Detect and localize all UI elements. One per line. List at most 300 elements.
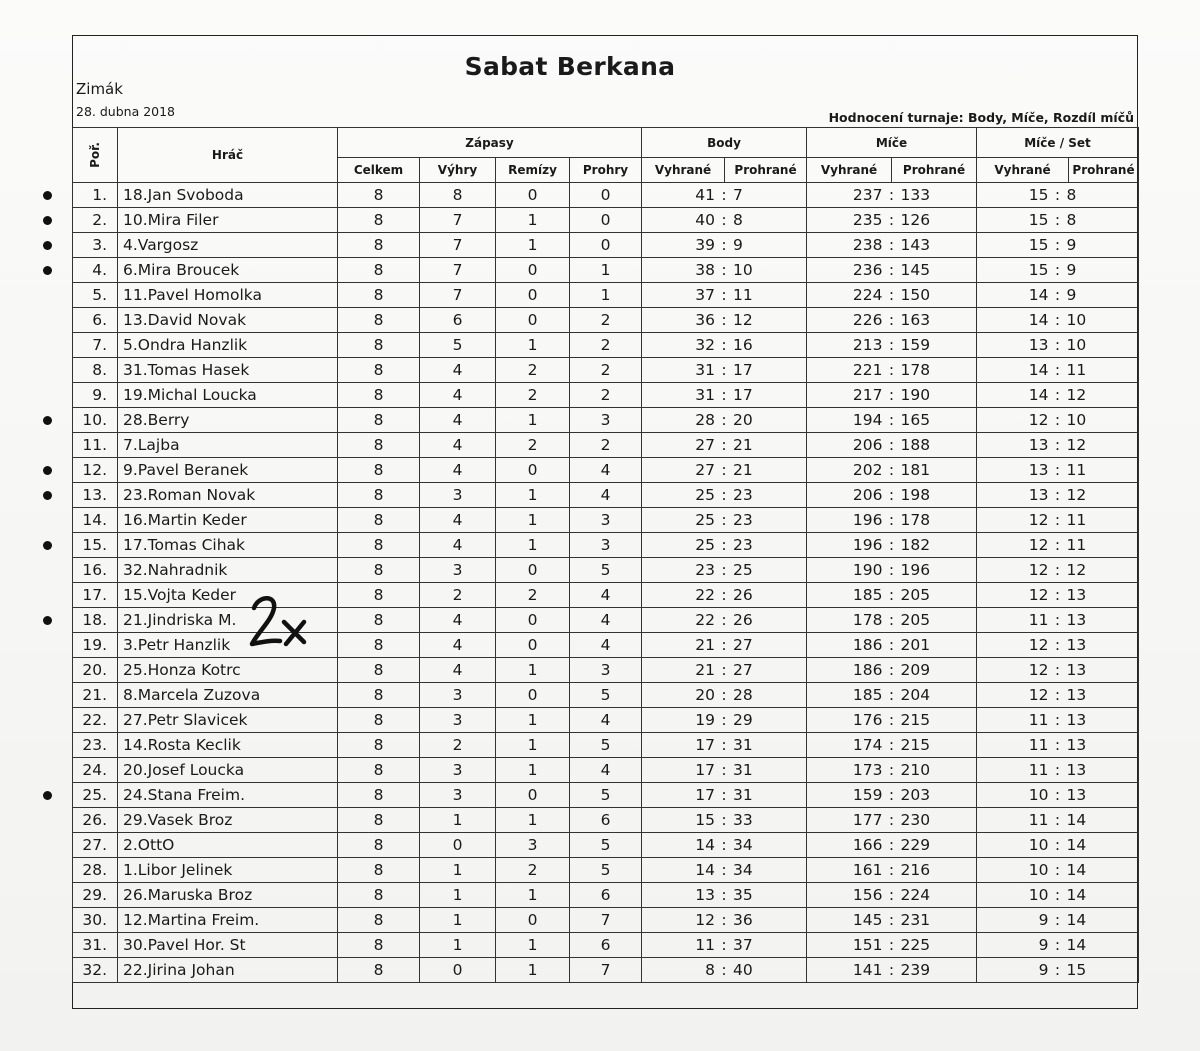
wins-cell: 4 [420, 633, 496, 658]
balls-pair-lost: 205 [900, 586, 931, 604]
separator: : [1054, 886, 1061, 904]
points-pair-won: 21 [695, 636, 716, 654]
table-row [73, 958, 1139, 983]
separator: : [1054, 486, 1061, 504]
table-row [73, 283, 1139, 308]
points-pair [642, 258, 807, 283]
separator: : [1054, 761, 1061, 779]
player-name-cell: 20.Josef Loucka [118, 758, 338, 783]
player-name-cell: 28.Berry [118, 408, 338, 433]
separator: : [888, 511, 895, 529]
evaluation-criteria: Hodnocení turnaje: Body, Míče, Rozdíl míčů [828, 110, 1134, 125]
sets-pair [977, 558, 1139, 583]
separator: : [888, 436, 895, 454]
balls-pair [807, 608, 977, 633]
rank-cell: 8. [73, 358, 118, 383]
rank-cell: 9. [73, 383, 118, 408]
draws-cell: 0 [496, 908, 570, 933]
sets-pair [977, 733, 1139, 758]
points-pair-won: 31 [695, 386, 716, 404]
balls-pair-lost: 215 [900, 736, 931, 754]
sets-pair-won: 13 [1028, 436, 1049, 454]
points-pair-lost: 36 [733, 911, 753, 929]
draws-cell: 1 [496, 508, 570, 533]
sets-pair-lost: 11 [1066, 511, 1087, 529]
points-pair-won: 17 [695, 786, 716, 804]
balls-pair [807, 358, 977, 383]
sets-pair-lost: 9 [1066, 286, 1077, 304]
losses-cell: 5 [570, 558, 642, 583]
sets-pair-won: 13 [1028, 461, 1049, 479]
points-pair [642, 733, 807, 758]
sets-pair-won: 11 [1028, 611, 1049, 629]
balls-pair [807, 858, 977, 883]
losses-cell: 3 [570, 533, 642, 558]
table-row [73, 233, 1139, 258]
draws-cell: 1 [496, 483, 570, 508]
player-name-cell: 8.Marcela Zuzova [118, 683, 338, 708]
total-cell: 8 [338, 683, 420, 708]
points-pair [642, 833, 807, 858]
table-row [73, 608, 1139, 633]
separator: : [721, 636, 727, 654]
separator: : [721, 911, 727, 929]
table-row [73, 433, 1139, 458]
balls-pair [807, 483, 977, 508]
separator: : [888, 211, 895, 229]
balls-pair [807, 408, 977, 433]
balls-pair-lost: 231 [900, 911, 931, 929]
col-sets-won-header: Vyhrané [977, 158, 1069, 183]
balls-pair [807, 433, 977, 458]
sets-pair [977, 608, 1139, 633]
wins-cell: 1 [420, 883, 496, 908]
sets-pair-won: 10 [1028, 836, 1049, 854]
balls-pair [807, 633, 977, 658]
sets-pair-won: 9 [1038, 961, 1049, 979]
losses-cell: 5 [570, 683, 642, 708]
separator: : [1054, 361, 1061, 379]
separator: : [1054, 186, 1061, 204]
separator: : [888, 361, 895, 379]
rank-cell: 32. [73, 958, 118, 983]
total-cell: 8 [338, 558, 420, 583]
balls-pair-lost: 165 [900, 411, 931, 429]
rank-cell: 15. [73, 533, 118, 558]
balls-pair-won: 226 [852, 311, 883, 329]
separator: : [888, 186, 895, 204]
balls-pair [807, 458, 977, 483]
separator: : [721, 286, 727, 304]
sets-pair [977, 183, 1139, 208]
losses-cell: 7 [570, 958, 642, 983]
total-cell: 8 [338, 708, 420, 733]
col-draws-header: Remízy [496, 158, 570, 183]
total-cell: 8 [338, 783, 420, 808]
balls-pair-won: 194 [852, 411, 883, 429]
separator: : [888, 686, 895, 704]
points-pair [642, 183, 807, 208]
sets-pair-lost: 8 [1066, 186, 1077, 204]
wins-cell: 0 [420, 958, 496, 983]
player-name-cell: 21.Jindriska M. [118, 608, 338, 633]
player-name-cell: 18.Jan Svoboda [118, 183, 338, 208]
points-pair-won: 40 [695, 211, 716, 229]
points-pair [642, 358, 807, 383]
sets-pair [977, 233, 1139, 258]
sets-pair-lost: 13 [1066, 661, 1087, 679]
separator: : [888, 386, 895, 404]
col-wins-header: Výhry [420, 158, 496, 183]
separator: : [888, 261, 895, 279]
separator: : [888, 786, 895, 804]
wins-cell: 4 [420, 383, 496, 408]
separator: : [888, 961, 895, 979]
table-row [73, 833, 1139, 858]
points-pair-won: 37 [695, 286, 716, 304]
table-row [73, 408, 1139, 433]
points-pair [642, 608, 807, 633]
separator: : [1054, 336, 1061, 354]
sets-pair-won: 15 [1028, 211, 1049, 229]
balls-pair [807, 908, 977, 933]
balls-pair-won: 206 [852, 486, 883, 504]
total-cell: 8 [338, 858, 420, 883]
balls-pair-lost: 145 [900, 261, 931, 279]
total-cell: 8 [338, 483, 420, 508]
balls-pair-lost: 126 [900, 211, 931, 229]
points-pair-lost: 11 [733, 286, 753, 304]
sets-pair [977, 583, 1139, 608]
sets-pair-won: 15 [1028, 186, 1049, 204]
results-table [72, 127, 1139, 983]
separator: : [888, 611, 895, 629]
separator: : [888, 936, 895, 954]
points-pair-lost: 10 [733, 261, 753, 279]
wins-cell: 7 [420, 233, 496, 258]
balls-pair-lost: 225 [900, 936, 931, 954]
balls-pair [807, 533, 977, 558]
sets-pair [977, 858, 1139, 883]
separator: : [721, 361, 727, 379]
balls-pair [807, 508, 977, 533]
points-pair-won: 13 [695, 886, 716, 904]
wins-cell: 3 [420, 683, 496, 708]
sets-pair-won: 12 [1028, 686, 1049, 704]
separator: : [1054, 211, 1061, 229]
table-row [73, 683, 1139, 708]
balls-pair-won: 151 [852, 936, 883, 954]
sets-pair [977, 433, 1139, 458]
sets-pair [977, 308, 1139, 333]
separator: : [721, 486, 727, 504]
balls-pair-won: 177 [852, 811, 883, 829]
wins-cell: 7 [420, 283, 496, 308]
draws-cell: 0 [496, 558, 570, 583]
wins-cell: 2 [420, 733, 496, 758]
losses-cell: 5 [570, 833, 642, 858]
total-cell: 8 [338, 958, 420, 983]
total-cell: 8 [338, 183, 420, 208]
sets-pair [977, 708, 1139, 733]
separator: : [1054, 636, 1061, 654]
player-name-cell: 22.Jirina Johan [118, 958, 338, 983]
points-pair [642, 683, 807, 708]
balls-pair [807, 883, 977, 908]
balls-pair [807, 383, 977, 408]
player-name-cell: 2.OttO [118, 833, 338, 858]
sets-pair-lost: 13 [1066, 611, 1087, 629]
points-pair-lost: 26 [733, 611, 753, 629]
points-pair-lost: 26 [733, 586, 753, 604]
total-cell: 8 [338, 733, 420, 758]
points-pair-lost: 37 [733, 936, 753, 954]
losses-cell: 2 [570, 308, 642, 333]
total-cell: 8 [338, 408, 420, 433]
separator: : [888, 286, 895, 304]
separator: : [888, 636, 895, 654]
points-pair-lost: 7 [733, 186, 743, 204]
separator: : [1054, 536, 1061, 554]
losses-cell: 2 [570, 433, 642, 458]
draws-cell: 1 [496, 883, 570, 908]
sets-pair [977, 208, 1139, 233]
separator: : [721, 761, 727, 779]
points-pair-lost: 12 [733, 311, 753, 329]
rank-cell: 28. [73, 858, 118, 883]
separator: : [1054, 786, 1061, 804]
points-pair [642, 583, 807, 608]
results-body [73, 183, 1139, 983]
points-pair-lost: 31 [733, 786, 753, 804]
rank-cell: 10. [73, 408, 118, 433]
wins-cell: 1 [420, 808, 496, 833]
sets-pair-won: 14 [1028, 361, 1049, 379]
points-pair-won: 20 [695, 686, 716, 704]
balls-pair-lost: 224 [900, 886, 931, 904]
losses-cell: 3 [570, 508, 642, 533]
separator: : [721, 936, 727, 954]
separator: : [721, 811, 727, 829]
points-pair-won: 14 [695, 836, 716, 854]
losses-cell: 4 [570, 458, 642, 483]
sets-pair-lost: 14 [1066, 811, 1087, 829]
total-cell: 8 [338, 908, 420, 933]
points-pair-won: 17 [695, 761, 716, 779]
wins-cell: 3 [420, 483, 496, 508]
total-cell: 8 [338, 533, 420, 558]
col-points-lost-header: Prohrané [725, 158, 807, 183]
separator: : [721, 586, 727, 604]
balls-pair-lost: 150 [900, 286, 931, 304]
points-pair-lost: 31 [733, 736, 753, 754]
total-cell: 8 [338, 258, 420, 283]
points-pair-won: 17 [695, 736, 716, 754]
points-pair-lost: 34 [733, 861, 753, 879]
sets-pair-won: 12 [1028, 636, 1049, 654]
rank-cell: 5. [73, 283, 118, 308]
separator: : [721, 386, 727, 404]
rank-cell: 30. [73, 908, 118, 933]
draws-cell: 1 [496, 808, 570, 833]
losses-cell: 7 [570, 908, 642, 933]
losses-cell: 3 [570, 658, 642, 683]
points-pair-won: 25 [695, 486, 716, 504]
sets-pair-lost: 14 [1066, 861, 1087, 879]
rank-cell: 7. [73, 333, 118, 358]
points-pair-won: 32 [695, 336, 716, 354]
sets-pair-won: 10 [1028, 861, 1049, 879]
sets-pair-lost: 13 [1066, 736, 1087, 754]
losses-cell: 4 [570, 633, 642, 658]
draws-cell: 2 [496, 433, 570, 458]
points-pair [642, 208, 807, 233]
points-pair [642, 758, 807, 783]
page-title: Sabat Berkana [464, 52, 676, 81]
balls-pair [807, 558, 977, 583]
draws-cell: 2 [496, 358, 570, 383]
balls-pair [807, 183, 977, 208]
points-pair [642, 458, 807, 483]
separator: : [888, 536, 895, 554]
rank-cell: 16. [73, 558, 118, 583]
sets-pair [977, 958, 1139, 983]
balls-pair [807, 208, 977, 233]
table-row [73, 458, 1139, 483]
wins-cell: 4 [420, 408, 496, 433]
table-row [73, 733, 1139, 758]
separator: : [1054, 736, 1061, 754]
player-name-cell: 9.Pavel Beranek [118, 458, 338, 483]
balls-pair-won: 185 [852, 686, 883, 704]
balls-pair [807, 833, 977, 858]
balls-pair-won: 235 [852, 211, 883, 229]
sets-pair-lost: 11 [1066, 461, 1087, 479]
balls-pair-lost: 182 [900, 536, 931, 554]
table-row [73, 758, 1139, 783]
wins-cell: 4 [420, 458, 496, 483]
points-pair-won: 38 [695, 261, 716, 279]
player-name-cell: 6.Mira Broucek [118, 258, 338, 283]
separator: : [1054, 411, 1061, 429]
draws-cell: 1 [496, 233, 570, 258]
separator: : [1054, 236, 1061, 254]
player-name-cell: 30.Pavel Hor. St [118, 933, 338, 958]
points-pair [642, 383, 807, 408]
sets-pair-won: 12 [1028, 536, 1049, 554]
sets-pair [977, 633, 1139, 658]
table-row [73, 658, 1139, 683]
balls-pair-won: 238 [852, 236, 883, 254]
rank-cell: 3. [73, 233, 118, 258]
balls-pair-won: 173 [852, 761, 883, 779]
separator: : [721, 711, 727, 729]
sets-pair-won: 15 [1028, 261, 1049, 279]
sets-pair [977, 908, 1139, 933]
points-pair-won: 27 [695, 461, 716, 479]
draws-cell: 1 [496, 208, 570, 233]
separator: : [888, 661, 895, 679]
separator: : [888, 311, 895, 329]
points-pair-lost: 35 [733, 886, 753, 904]
margin-dot [43, 466, 52, 475]
draws-cell: 1 [496, 658, 570, 683]
separator: : [721, 436, 727, 454]
balls-pair-lost: 216 [900, 861, 931, 879]
sets-pair-lost: 9 [1066, 261, 1077, 279]
balls-pair [807, 933, 977, 958]
sets-pair-lost: 12 [1066, 486, 1087, 504]
balls-pair-won: 156 [852, 886, 883, 904]
draws-cell: 1 [496, 708, 570, 733]
separator: : [721, 861, 727, 879]
player-name-cell: 25.Honza Kotrc [118, 658, 338, 683]
player-name-cell: 11.Pavel Homolka [118, 283, 338, 308]
total-cell: 8 [338, 333, 420, 358]
points-pair-lost: 31 [733, 761, 753, 779]
sets-pair [977, 358, 1139, 383]
col-points-header: Body [642, 128, 807, 158]
table-row [73, 533, 1139, 558]
draws-cell: 0 [496, 183, 570, 208]
sets-pair-lost: 12 [1066, 561, 1087, 579]
points-pair-lost: 21 [733, 461, 753, 479]
losses-cell: 2 [570, 333, 642, 358]
sets-pair-lost: 13 [1066, 686, 1087, 704]
separator: : [721, 786, 727, 804]
sets-pair [977, 808, 1139, 833]
margin-dot [43, 266, 52, 275]
wins-cell: 7 [420, 208, 496, 233]
margin-dot [43, 616, 52, 625]
sets-pair-won: 11 [1028, 736, 1049, 754]
separator: : [888, 411, 895, 429]
rank-cell: 14. [73, 508, 118, 533]
wins-cell: 5 [420, 333, 496, 358]
total-cell: 8 [338, 433, 420, 458]
sets-pair-lost: 13 [1066, 586, 1087, 604]
losses-cell: 4 [570, 708, 642, 733]
margin-dot [43, 191, 52, 200]
points-pair-lost: 23 [733, 536, 753, 554]
draws-cell: 1 [496, 733, 570, 758]
balls-pair [807, 583, 977, 608]
balls-pair [807, 758, 977, 783]
points-pair-won: 19 [695, 711, 716, 729]
points-pair-won: 28 [695, 411, 716, 429]
table-row [73, 708, 1139, 733]
sets-pair-lost: 14 [1066, 936, 1087, 954]
wins-cell: 3 [420, 708, 496, 733]
separator: : [888, 461, 895, 479]
sets-pair [977, 683, 1139, 708]
balls-pair-won: 186 [852, 636, 883, 654]
points-pair-lost: 9 [733, 236, 743, 254]
separator: : [1054, 461, 1061, 479]
rank-cell: 1. [73, 183, 118, 208]
wins-cell: 1 [420, 858, 496, 883]
sets-pair-won: 11 [1028, 811, 1049, 829]
points-pair [642, 408, 807, 433]
points-pair-lost: 27 [733, 661, 753, 679]
sets-pair-lost: 8 [1066, 211, 1077, 229]
wins-cell: 8 [420, 183, 496, 208]
balls-pair-lost: 181 [900, 461, 931, 479]
points-pair-won: 36 [695, 311, 716, 329]
wins-cell: 4 [420, 508, 496, 533]
balls-pair [807, 658, 977, 683]
player-name-cell: 1.Libor Jelinek [118, 858, 338, 883]
